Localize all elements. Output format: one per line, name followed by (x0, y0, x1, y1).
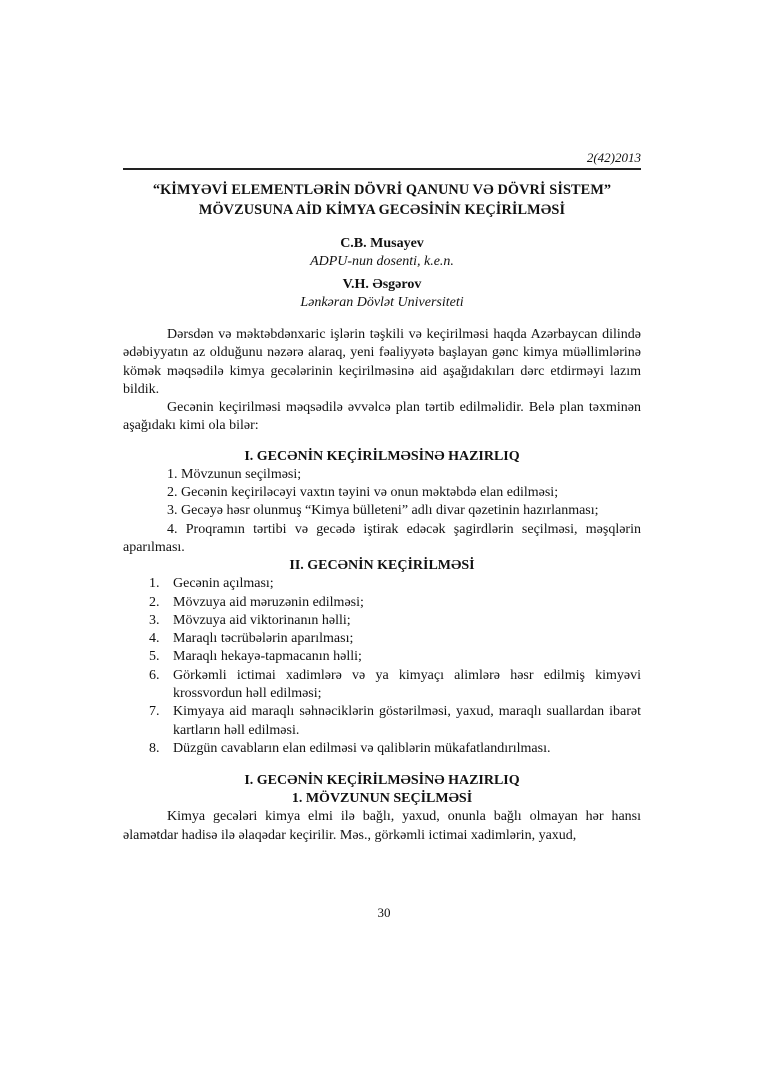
list-number: 4. (149, 631, 160, 647)
plan-item: 4. Proqramın tərtibi və gecədə iştirak edəcək şagirdlərin seçilməsi, məşqlərin aparılması. (123, 521, 641, 555)
list-number: 2. (149, 594, 160, 610)
list-item-text: Görkəmli ictimai xadimlərə və ya kimyaçı alimlərə həsr edilmiş kimyəvi krossvordun həll edilməsi; (173, 667, 641, 702)
document-page (123, 150, 641, 845)
list-number: 8. (149, 740, 160, 756)
subsection-heading: 1. MÖVZUNUN SEÇİLMƏSİ (291, 791, 473, 807)
section-heading: II. GECƏNİN KEÇİRİLMƏSİ (289, 558, 475, 574)
list-number: 1. (149, 576, 160, 592)
author-affiliation: ADPU-nun dosenti, k.e.n. (310, 254, 454, 269)
page-number: 30 (377, 905, 391, 920)
list-item (123, 648, 641, 666)
list-item-text: Maraqlı hekayə-tapmacanın həlli; (173, 649, 362, 665)
section-heading: I. GECƏNİN KEÇİRİLMƏSİNƏ HAZIRLIQ (244, 773, 520, 789)
title-line-2: MÖVZUSUNA AİD KİMYA GECƏSİNİN KEÇİRİLMƏSİ (198, 202, 566, 218)
list-number: 6. (149, 667, 160, 683)
list-item-text: Kimyaya aid maraqlı səhnəciklərin göstərilməsi, yaxud, maraqlı suallardan ibarət kartların həll edilməsi. (173, 704, 641, 738)
body-paragraph: Kimya gecələri kimya elmi ilə bağlı, yaxud, onunla bağlı olmayan hər hansı əlamətdar hadisə ilə əlaqədar keçirilir. Məs., görkəmli ictimai xadimlərin, yaxud, (123, 809, 641, 843)
author-affiliation: Lənkəran Dövlət Universiteti (300, 295, 464, 310)
intro-paragraph: Dərsdən və məktəbdənxaric işlərin təşkili və keçirilməsi haqda Azərbaycan dilində ədəbiyyatın az olduğunu nəzərə alaraq, yeni fəaliyyətə başlayan gənc kimya müəllimlərinə kömək məqsədilə kimya gecələrinin keçirilməsinə aid aşağıdakıları dərc etdirməyi lazım bildik. (123, 327, 641, 397)
issue-number: 2(42)2013 (586, 150, 641, 165)
list-number: 5. (149, 649, 160, 665)
article-title (123, 180, 641, 220)
list-item (123, 575, 641, 593)
list-item (123, 594, 641, 612)
list-item (123, 612, 641, 630)
plan-item: 3. Gecəyə həsr olunmuş “Kimya bülleteni” adlı divar qəzetinin hazırlanması; (167, 503, 599, 519)
intro-paragraph: Gecənin keçirilməsi məqsədilə əvvəlcə plan tərtib edilməlidir. Belə plan təxminən aşağıdakı kimi ola bilər: (123, 400, 641, 434)
event-program-list (123, 575, 641, 758)
list-item-text: Gecənin açılması; (173, 576, 274, 592)
list-item-text: Mövzuya aid viktorinanın həlli; (173, 612, 351, 628)
list-item-text: Düzgün cavabların elan edilməsi və qaliblərin mükafatlandırılması. (173, 740, 551, 756)
list-item-text: Maraqlı təcrübələrin aparılması; (173, 631, 354, 647)
title-line-1: “KİMYƏVİ ELEMENTLƏRİN DÖVRİ QANUNU VƏ DÖVRİ SİSTEM” (152, 182, 612, 198)
plan-item: 1. Mövzunun seçilməsi; (167, 466, 302, 482)
list-item (123, 630, 641, 648)
list-item (123, 667, 641, 704)
list-item (123, 703, 641, 740)
plan-item: 2. Gecənin keçiriləcəyi vaxtın təyini və onun məktəbdə elan edilməsi; (167, 485, 559, 501)
list-item (123, 740, 641, 758)
list-number: 3. (149, 612, 160, 628)
list-number: 7. (149, 704, 160, 720)
author-name: C.B. Musayev (340, 236, 424, 251)
author-name: V.H. Əsgərov (342, 277, 422, 292)
list-item-text: Mövzuya aid məruzənin edilməsi; (173, 594, 364, 610)
section-heading: I. GECƏNİN KEÇİRİLMƏSİNƏ HAZIRLIQ (244, 448, 520, 464)
header-rule (123, 168, 641, 170)
